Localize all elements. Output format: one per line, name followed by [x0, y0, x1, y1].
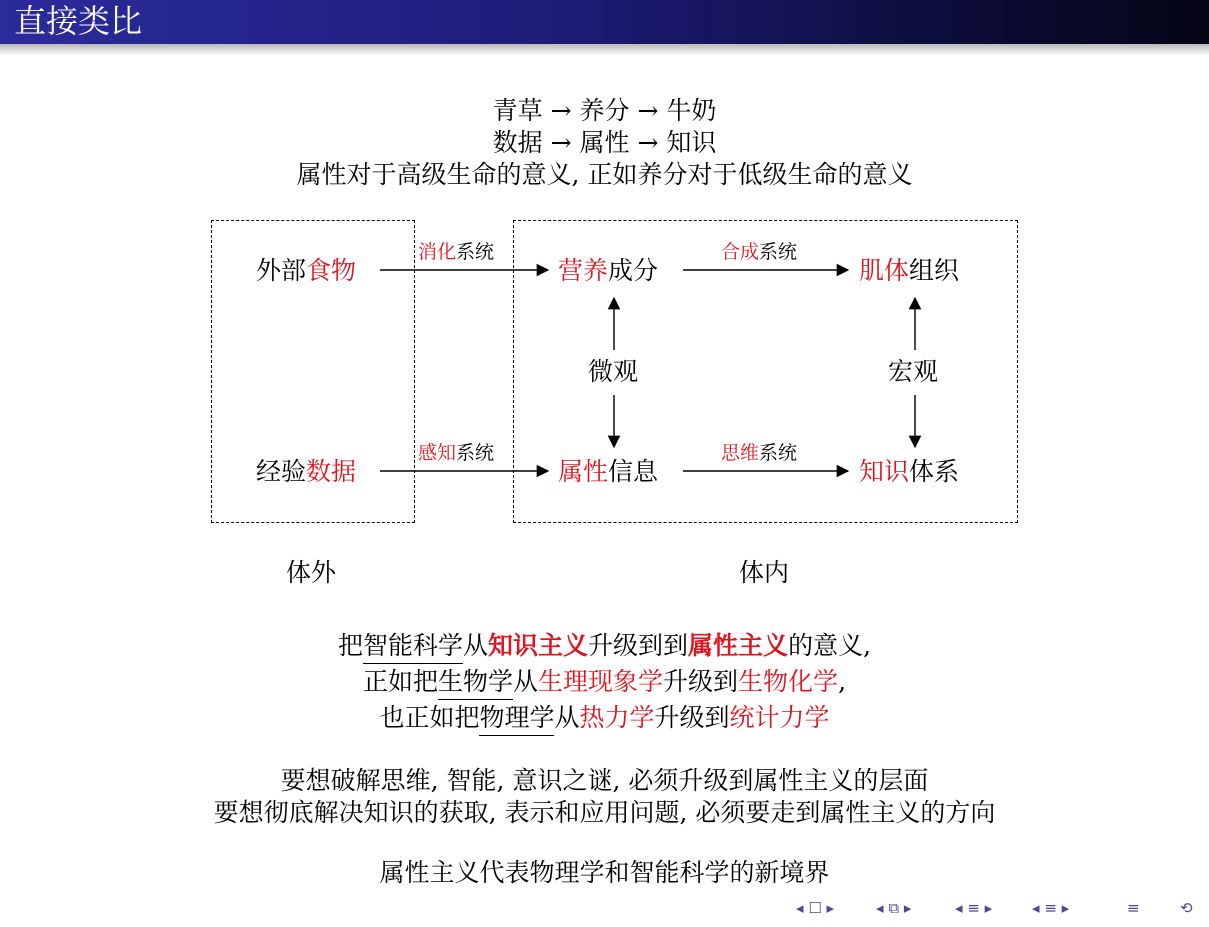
word-attribute: 属性 — [579, 128, 630, 157]
frame-icon: ☐ — [808, 899, 822, 917]
label-outside-body: 体外 — [286, 558, 337, 587]
label-digestive-system: 消化系统 — [418, 241, 495, 263]
nav-right-icon: ▸ — [826, 899, 835, 917]
node-attribute-info: 属性信息 — [558, 457, 659, 486]
conclusion-line-1: 要想破解思维, 智能, 意识之谜, 必须升级到属性主义的层面 — [280, 766, 929, 795]
nav-frame[interactable] — [796, 899, 834, 917]
node-body-tissue: 肌体组织 — [859, 256, 960, 285]
nav-align-icon[interactable]: ≡ — [1127, 899, 1140, 917]
label-macro: 宏观 — [888, 357, 939, 386]
word-grass: 青草 — [492, 96, 543, 125]
nav-left-icon: ◂ — [876, 899, 884, 917]
section-icon: ≡ — [1044, 899, 1057, 917]
upgrade-line-3: 也正如把物理学从热力学升级到统计力学 — [0, 702, 1209, 734]
arrow-icon: → — [637, 96, 659, 125]
section-icon: ≡ — [967, 899, 980, 917]
label-perception-system: 感知系统 — [418, 442, 495, 464]
node-nutrients: 营养成分 — [558, 256, 659, 285]
arrow-icon: → — [550, 128, 572, 157]
word-nutrient: 养分 — [579, 96, 630, 125]
arrow-icon: → — [550, 96, 572, 125]
label-synthesis-system: 合成系统 — [721, 241, 798, 263]
nav-section-2[interactable] — [1032, 899, 1069, 917]
node-experience-data: 经验数据 — [256, 457, 357, 486]
node-external-food: 外部食物 — [256, 256, 357, 285]
word-data: 数据 — [492, 128, 543, 157]
nav-left-icon: ◂ — [796, 899, 804, 917]
word-milk: 牛奶 — [666, 96, 717, 125]
node-knowledge-system: 知识体系 — [859, 457, 960, 486]
upgrade-line-1: 把智能科学从知识主义升级到到属性主义的意义, — [0, 630, 1209, 662]
nav-section[interactable] — [955, 899, 992, 917]
label-thinking-system: 思维系统 — [721, 442, 798, 464]
arrow-icon: → — [637, 128, 659, 157]
slide-title: 直接类比 — [14, 2, 143, 40]
nav-right-icon: ▸ — [903, 899, 912, 917]
label-micro: 微观 — [588, 357, 639, 386]
upgrade-line-2: 正如把生物学从生理现象学升级到生物化学, — [0, 666, 1209, 698]
nav-subsection[interactable] — [876, 899, 911, 917]
nav-right-icon: ▸ — [984, 899, 993, 917]
analogy-line-3: 属性对于高级生命的意义, 正如养分对于低级生命的意义 — [296, 160, 913, 189]
nav-search-icon[interactable]: ⟲ — [1180, 899, 1193, 917]
word-knowledge: 知识 — [666, 128, 717, 157]
nav-right-icon: ▸ — [1061, 899, 1070, 917]
conclusion-line-3: 属性主义代表物理学和智能科学的新境界 — [379, 858, 830, 887]
label-inside-body: 体内 — [739, 558, 790, 587]
nav-left-icon: ◂ — [955, 899, 963, 917]
nav-left-icon: ◂ — [1032, 899, 1040, 917]
conclusion-line-2: 要想彻底解决知识的获取, 表示和应用问题, 必须要走到属性主义的方向 — [213, 798, 996, 827]
subsection-icon: ⧉ — [888, 899, 900, 917]
